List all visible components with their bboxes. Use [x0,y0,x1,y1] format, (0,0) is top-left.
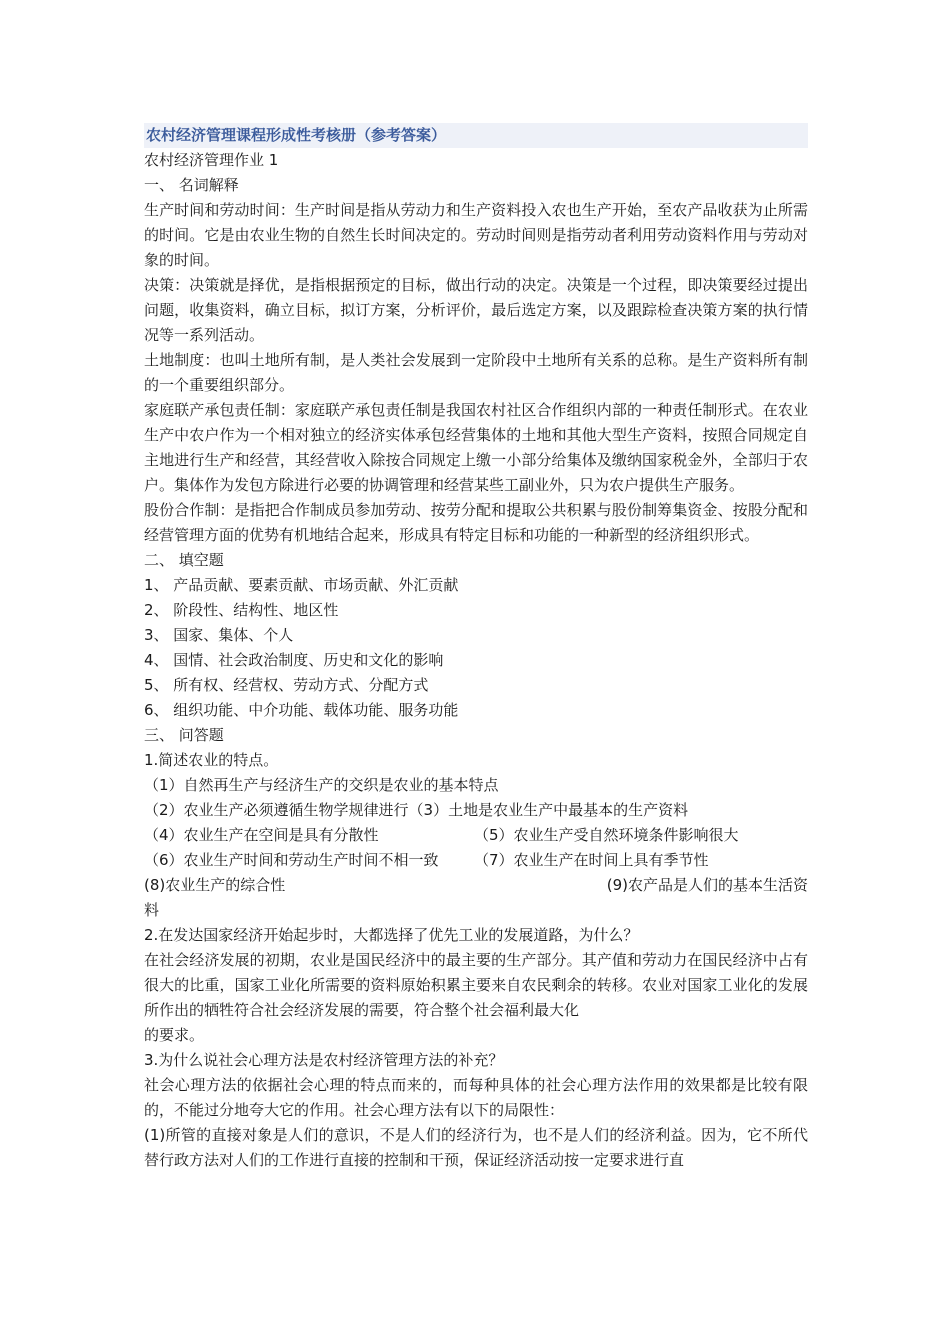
section-heading-terms: 一、 名词解释 [144,176,239,194]
q1-point-5: （5）农业生产受自然环境条件影响很大 [474,826,739,844]
document-title: 农村经济管理课程形成性考核册（参考答案） [144,123,808,148]
fill-answer-1: 1、 产品贡献、要素贡献、市场贡献、外汇贡献 [144,576,459,594]
fill-answer-6: 6、 组织功能、中介功能、载体功能、服务功能 [144,701,459,719]
paragraph-land-system: 土地制度：也叫土地所有制，是人类社会发展到一定阶段中土地所有关系的总称。是生产资料所有制的一个重要组织部分。 [144,351,808,394]
q1-point-1: （1）自然再生产与经济生产的交织是农业的基本特点 [144,776,499,794]
section-heading-fill-blank: 二、 填空题 [144,551,224,569]
assignment-heading: 农村经济管理作业 1 [144,151,279,169]
q1-points-8-9 [144,873,808,898]
fill-answer-4: 4、 国情、社会政治制度、历史和文化的影响 [144,651,444,669]
paragraph-production-time: 生产时间和劳动时间：生产时间是指从劳动力和生产资料投入农也生产开始，至农产品收获为止所需的时间。它是由农业生物的自然生长时间决定的。劳动时间则是指劳动者利用劳动资料作用与劳动对象的时间。 [144,201,808,269]
answer-2: 在社会经济发展的初期，农业是国民经济中的最主要的生产部分。其产值和劳动力在国民经济中占有很大的比重，国家工业化所需要的资料原始积累主要来自农民剩余的转移。农业对国家工业化的发展所作出的牺牲符合社会经济发展的需要，符合整个社会福利最大化 [144,951,808,1019]
q1-point-6: （6）农业生产时间和劳动生产时间不相一致 [144,851,439,869]
fill-answer-2: 2、 阶段性、结构性、地区性 [144,601,339,619]
document-page [144,123,808,1173]
paragraph-household-responsibility: 家庭联产承包责任制：家庭联产承包责任制是我国农村社区合作组织内部的一种责任制形式。在农业生产中农户作为一个相对独立的经济实体承包经营集体的土地和其他大型生产资料，按照合同规定自主地进行生产和经营，其经营收入除按合同规定上缴一小部分给集体及缴纳国家税金外，全部归于农户。集体作为发包方除进行必要的协调管理和经营某些工副业外，只为农户提供生产服务。 [144,401,808,494]
q1-point-9-continued: 料 [144,901,160,919]
fill-answer-5: 5、 所有权、经营权、劳动方式、分配方式 [144,676,429,694]
fill-answer-3: 3、 国家、集体、个人 [144,626,294,644]
paragraph-decision: 决策：决策就是择优，是指根据预定的目标，做出行动的决定。决策是一个过程，即决策要经过提出问题，收集资料，确立目标，拟订方案，分析评价，最后选定方案，以及跟踪检查决策方案的执行情况等一系列活动。 [144,276,808,344]
q1-points-6-7 [144,848,808,873]
q1-point-8: (8)农业生产的综合性 [144,876,286,894]
question-1: 1.简述农业的特点。 [144,751,279,769]
q1-point-7: （7）农业生产在时间上具有季节性 [474,851,709,869]
paragraph-shareholding-cooperative: 股份合作制：是指把合作制成员参加劳动、按劳分配和提取公共积累与股份制筹集资金、按股分配和经营管理方面的优势有机地结合起来，形成具有特定目标和功能的一种新型的经济组织形式。 [144,501,808,544]
answer-2-end: 的要求。 [144,1026,205,1044]
q1-point-2-3: （2）农业生产必须遵循生物学规律进行（3）土地是农业生产中最基本的生产资料 [144,801,689,819]
q1-points-4-5 [144,823,808,848]
answer-3-point-1: (1)所管的直接对象是人们的意识，不是人们的经济行为，也不是人们的经济利益。因为，它不所代替行政方法对人们的工作进行直接的控制和干预，保证经济活动按一定要求进行直 [144,1126,808,1169]
q1-point-4: （4）农业生产在空间是具有分散性 [144,826,379,844]
question-2: 2.在发达国家经济开始起步时，大都选择了优先工业的发展道路，为什么？ [144,926,639,944]
question-3: 3.为什么说社会心理方法是农村经济管理方法的补充？ [144,1051,504,1069]
q1-point-9: (9)农产品是人们的基本生活资 [606,876,808,894]
answer-3-intro: 社会心理方法的依据社会心理的特点而来的，而每种具体的社会心理方法作用的效果都是比较有限的，不能过分地夸大它的作用。社会心理方法有以下的局限性： [144,1076,808,1119]
section-heading-qa: 三、 问答题 [144,726,224,744]
